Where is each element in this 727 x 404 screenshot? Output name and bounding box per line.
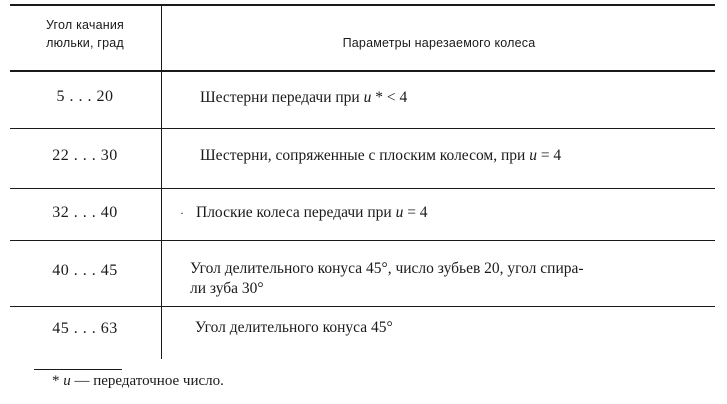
param-condition: = 4 — [536, 147, 562, 164]
row-divider — [10, 306, 715, 307]
table-row-params — [200, 88, 720, 108]
param-condition: * < 4 — [371, 89, 408, 106]
table-row-angle: 22 . . . 30 — [52, 147, 118, 164]
param-condition: = 4 — [403, 204, 428, 221]
table-top-rule — [10, 4, 715, 6]
footnote-marker: * — [52, 373, 60, 389]
column-separator — [161, 5, 162, 359]
table-row-params — [195, 318, 715, 338]
table-row-params — [196, 203, 716, 223]
header-angle-line1: Угол качания — [45, 18, 125, 32]
table-row-angle: 32 . . . 40 — [52, 204, 118, 221]
header-angle-column — [10, 16, 160, 52]
header-angle-line2: люльки, град — [46, 36, 124, 50]
row-divider — [10, 240, 715, 241]
param-variable: u — [363, 89, 372, 106]
param-line: ли зуба 30° — [190, 280, 264, 297]
footnote — [52, 373, 224, 390]
table-row-angle: 45 . . . 63 — [52, 320, 118, 337]
row-divider — [10, 188, 715, 189]
param-text: Шестерни передачи при — [200, 89, 364, 106]
stray-dot-mark: · — [180, 206, 184, 220]
param-line: Угол делительного конуса 45° — [195, 319, 393, 336]
table-row-angle: 40 . . . 45 — [52, 262, 118, 279]
header-params-column: Параметры нарезаемого колеса — [342, 36, 536, 50]
header-bottom-rule — [10, 70, 715, 72]
footnote-rule — [34, 369, 122, 370]
param-line: Угол делительного конуса 45°, число зубьев 20, угол спира- — [190, 260, 584, 277]
param-text: Плоские колеса передачи при — [196, 204, 396, 221]
row-divider — [10, 128, 715, 129]
param-text: Шестерни, сопряженные с плоским колесом, при — [200, 147, 530, 164]
param-variable: u — [395, 204, 404, 221]
footnote-text: — передаточное число. — [70, 373, 224, 389]
table-row-params — [190, 259, 715, 299]
table-row-params — [200, 146, 720, 166]
table-row-angle: 5 . . . 20 — [56, 88, 114, 105]
footnote-variable: u — [63, 373, 71, 389]
param-variable: u — [529, 147, 537, 164]
